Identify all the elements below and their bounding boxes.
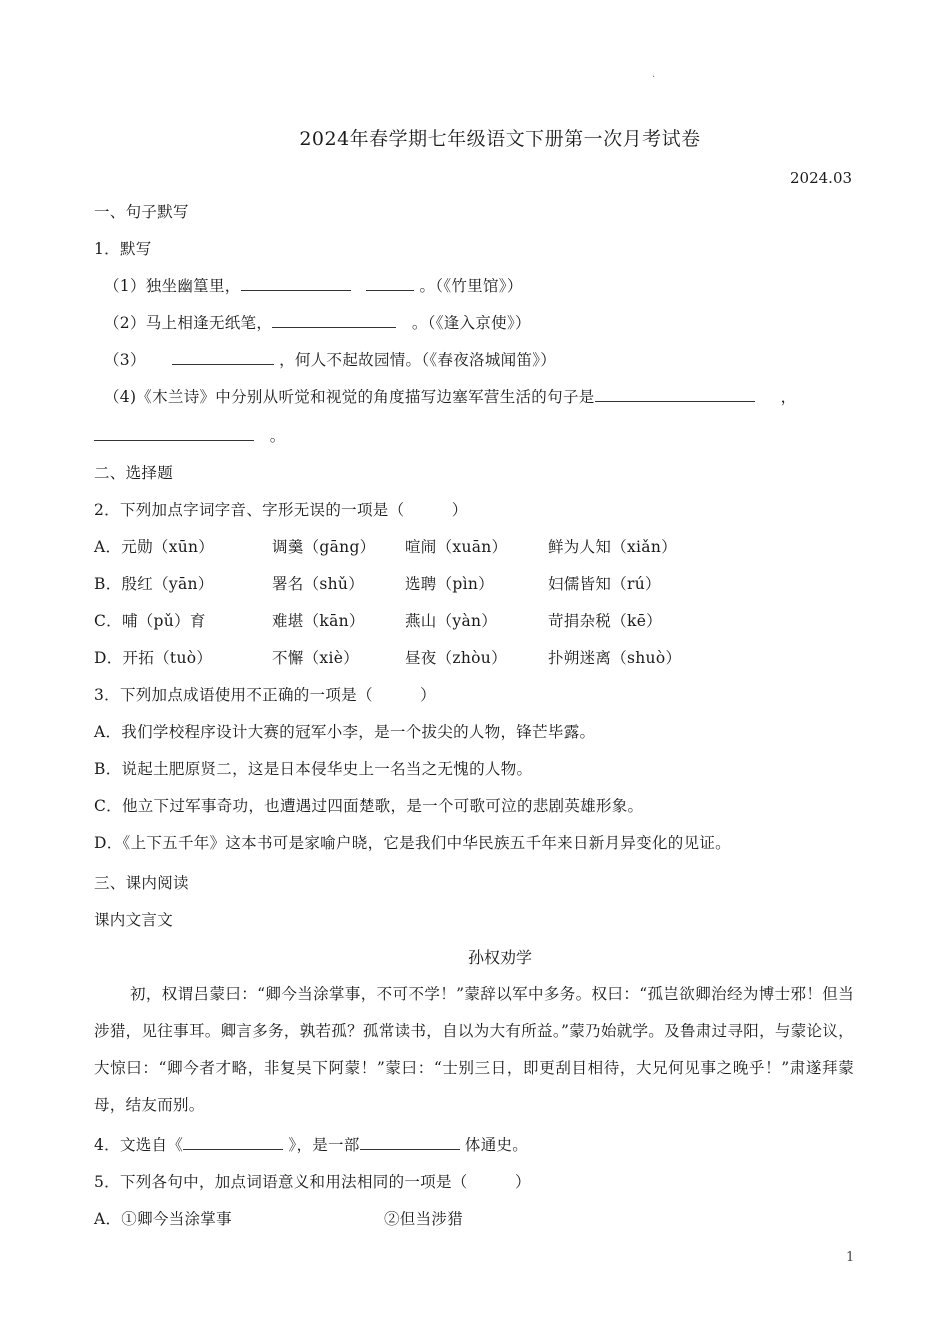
- exam-title: 2024年春学期七年级语文下册第一次月考试卷: [299, 128, 701, 150]
- q2-c-4: 苛捐杂税（kē）: [548, 612, 662, 630]
- q2-b-1: B．殷红（yān）: [94, 575, 214, 593]
- q2-option-b[interactable]: [94, 572, 661, 594]
- section3-subheading: 课内文言文: [94, 911, 174, 929]
- q2-c-1: C．哺（pǔ）育: [94, 612, 206, 630]
- q1-4: [104, 385, 796, 407]
- q1-1-text: （1）独坐幽篁里，: [104, 277, 241, 295]
- q1-1: [104, 274, 523, 296]
- q2-c-2: 难堪（kān）: [272, 612, 365, 630]
- q2-a-1: A．元勋（xūn）: [94, 538, 215, 556]
- q1-2-blank[interactable]: [272, 313, 396, 328]
- q2-d-1: D．开拓（tuò）: [94, 649, 213, 667]
- q1-4-cont: [94, 424, 286, 446]
- q4: [94, 1133, 528, 1155]
- q4-text-3: 体通史。: [464, 1136, 529, 1154]
- q2-b-2: 署名（shǔ）: [272, 575, 365, 593]
- q1-1-blank-2[interactable]: [366, 276, 414, 291]
- q5-option-a[interactable]: [94, 1207, 463, 1229]
- section1-heading: 一、句子默写: [94, 203, 189, 221]
- q2-c-3: 燕山（yàn）: [405, 612, 498, 630]
- q1-4-comma: ，: [780, 388, 797, 406]
- exam-date: 2024.03: [790, 169, 853, 187]
- q3-option-c[interactable]: C．他立下过军事奇功，也遭遇过四面楚歌，是一个可歌可泣的悲剧英雄形象。: [94, 797, 644, 815]
- header-dot: ·: [652, 72, 656, 83]
- q2-option-a[interactable]: [94, 535, 677, 557]
- q1-4-end: 。: [269, 427, 286, 445]
- q5-a-2: ②但当涉猎: [384, 1210, 464, 1228]
- q2-a-4: 鲜为人知（xiǎn）: [548, 538, 677, 556]
- q3-option-b[interactable]: B．说起土肥原贤二，这是日本侵华史上一名当之无愧的人物。: [94, 760, 533, 778]
- q1-1-source: 。（《竹里馆》）: [419, 277, 523, 295]
- q1-3-blank[interactable]: [172, 350, 274, 365]
- q2-d-4: 扑朔迷离（shuò）: [548, 649, 682, 667]
- q1-4-blank-1[interactable]: [595, 387, 755, 402]
- page-number: 1: [846, 1250, 855, 1265]
- q2-option-c[interactable]: [94, 609, 662, 631]
- q2-a-3: 喧闹（xuān）: [405, 538, 508, 556]
- q1-title: 1．默写: [94, 240, 152, 258]
- q3-option-a[interactable]: A．我们学校程序设计大赛的冠军小李，是一个拔尖的人物，锋芒毕露。: [94, 723, 596, 741]
- section2-heading: 二、选择题: [94, 464, 174, 482]
- q1-3-source: ，何人不起故园情。（《春夜洛城闻笛》）: [279, 351, 557, 369]
- q5-a-1: A．①卿今当涂掌事: [94, 1210, 232, 1228]
- q3-option-d[interactable]: D．《上下五千年》这本书可是家喻户晓，它是我们中华民族五千年来日新月异变化的见证。: [94, 834, 731, 852]
- q3-title: 3．下列加点成语使用不正确的一项是（ ）: [94, 686, 436, 704]
- q4-blank-1[interactable]: [183, 1135, 283, 1150]
- q1-2: [104, 311, 531, 333]
- q5-title: 5．下列各句中，加点词语意义和用法相同的一项是（ ）: [94, 1173, 531, 1191]
- q4-text-2: 》，是一部: [288, 1136, 360, 1154]
- q2-b-4: 妇儒皆知（rú）: [548, 575, 661, 593]
- q2-title: 2．下列加点字词字音、字形无误的一项是（ ）: [94, 501, 468, 519]
- section3-heading: 三、课内阅读: [94, 874, 189, 892]
- q1-3-text: （3）: [104, 351, 146, 369]
- q1-4-blank-2[interactable]: [94, 426, 254, 441]
- q2-d-3: 昼夜（zhòu）: [405, 649, 507, 667]
- q1-4-text: （4)《木兰诗》中分别从听觉和视觉的角度描写边塞军营生活的句子是: [104, 388, 595, 406]
- q1-3: [104, 348, 556, 370]
- q2-a-2: 调羹（gāng）: [272, 538, 376, 556]
- q4-text-1: 4．文选自《: [94, 1136, 184, 1154]
- q2-b-3: 选聘（pìn）: [405, 575, 494, 593]
- q1-2-text: （2）马上相逢无纸笔，: [104, 314, 273, 332]
- q1-1-blank-1[interactable]: [241, 276, 351, 291]
- q2-d-2: 不懈（xiè）: [272, 649, 359, 667]
- q2-option-d[interactable]: [94, 646, 681, 668]
- passage-text: 初，权谓吕蒙曰：“卿今当涂掌事，不可不学！”蒙辞以军中多务。权曰：“孤岂欲卿治经为博士邪！但当涉猎，见往事耳。卿言多务，孰若孤？孤常读书，自以为大有所益。”蒙乃始就学。及鲁肃过寻阳，与蒙论议，大惊曰：“卿今者才略，非复吴下阿蒙！”蒙曰：“士别三日，即更刮目相待，大兄何见事之晚乎！”肃遂拜蒙母，结友而别。: [94, 985, 854, 1114]
- q1-2-source: 。（《逢入京使》）: [411, 314, 531, 332]
- passage-title: 孙权劝学: [467, 948, 532, 967]
- q4-blank-2[interactable]: [360, 1135, 460, 1150]
